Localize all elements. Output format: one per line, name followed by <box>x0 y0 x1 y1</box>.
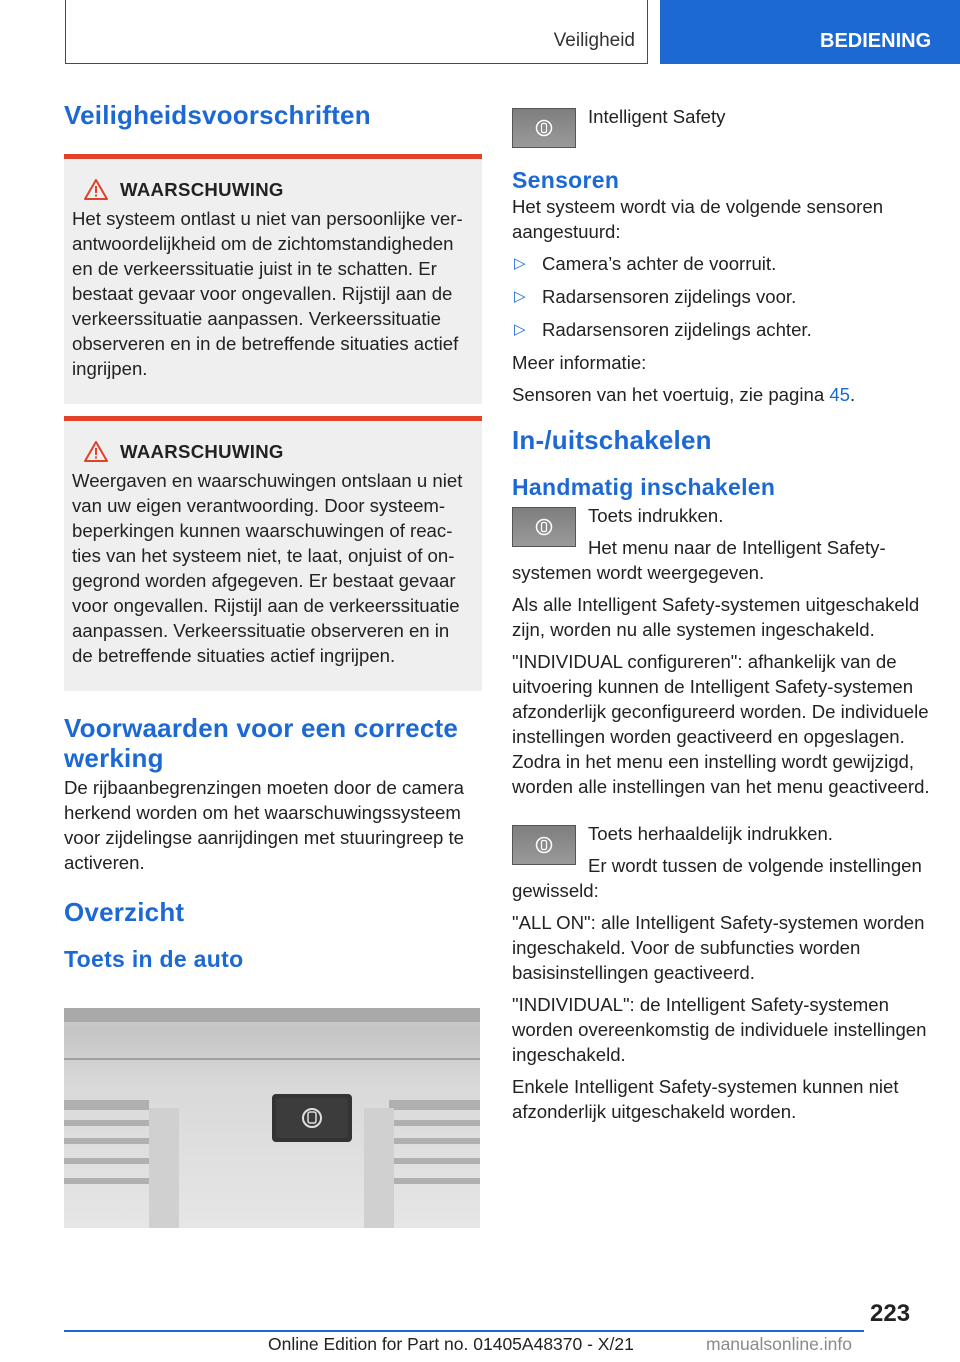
reference: Sensoren van het voertuig, zie pagina 45. <box>512 384 856 405</box>
page-number: 223 <box>870 1300 911 1327</box>
switch-text: Er wordt tussen de volgende instellingen gewisseld: <box>512 855 922 901</box>
footer-edition: Online Edition for Part no. 01405A48370 - X/21 <box>268 1334 634 1354</box>
menu-text: Het menu naar de Intelligent Safety-systemen wordt weergegeven. <box>512 537 886 583</box>
header-chapter: BEDIENING <box>660 0 960 64</box>
conditions-title: Voorwaarden voor een correcte werking <box>64 713 459 773</box>
warning-title: WAARSCHUWING <box>120 441 284 462</box>
page-link[interactable]: 45 <box>829 384 851 405</box>
intelligent-safety-key-icon <box>512 507 576 547</box>
paragraph: "ALL ON": alle Intelligent Safety-systemen worden ingeschakeld. Voor de subfuncties worden basisinstellingen geactiveerd. <box>512 912 925 983</box>
intelligent-safety-key-icon <box>512 825 576 865</box>
overview-title: Overzicht <box>64 897 185 927</box>
list-item: ▷ Camera’s achter de voorruit. <box>514 253 777 274</box>
paragraph: Als alle Intelligent Safety-systemen uitgeschakeld zijn, worden nu alle systemen ingeschakeld. <box>512 594 920 640</box>
warning-text: Weergaven en waarschuwingen ontslaan u niet van uw eigen verantwoording. Door systeembeperkingen kunnen waarschuwingen of reacties van het systeem niet, te laat, onjuist of ongegrond worden afgegeven. Er bestaat gevaar voor ongevallen. Rijstijl aan de verkeerssituatie aanpassen. Verkeerssituatie observeren en in de betreffende situaties actief ingrijpen. <box>72 470 463 666</box>
footer-divider <box>64 1330 864 1332</box>
header-section: Veiligheid <box>65 0 648 64</box>
list-item: ▷ Radarsensoren zijdelings achter. <box>514 319 812 340</box>
sensors-list <box>512 251 930 342</box>
press-key-text: Toets indrukken. <box>588 505 724 526</box>
left-column <box>64 100 482 973</box>
button-in-car-title: Toets in de auto <box>64 946 244 972</box>
list-item: ▷ Radarsensoren zijdelings voor. <box>514 286 797 307</box>
right-column <box>512 102 930 1131</box>
sensors-title: Sensoren <box>512 167 620 193</box>
warning-text: Het systeem ontlast u niet van persoonlijke verantwoordelijkheid om de zichtomstandigheden en de verkeerssituatie juist in te schatten. Er bestaat gevaar voor ongevallen. Rijstijl aan de verkeerssituatie aanpassen. Verkeerssituatie observeren en in de betreffende situaties actief ingrijpen. <box>72 208 463 379</box>
press-repeat-text: Toets herhaaldelijk indrukken. <box>588 823 833 844</box>
conditions-text: De rijbaanbegrenzingen moeten door de camera herkend worden om het waarschuwingssysteem voor zijdelingse aanrijdingen met stuuringreep te activeren. <box>64 777 465 873</box>
more-info: Meer informatie: <box>512 352 647 373</box>
warning-triangle-icon <box>84 179 108 200</box>
section-title: Veiligheidsvoorschriften <box>64 100 371 130</box>
sensors-text: Het systeem wordt via de volgende sensoren aangestuurd: <box>512 196 884 242</box>
key-label: Intelligent Safety <box>588 106 726 127</box>
warning-title: WAARSCHUWING <box>120 179 284 200</box>
onoff-title: In-/uitschakelen <box>512 425 712 455</box>
bullet-triangle-icon: ▷ <box>514 321 526 338</box>
bullet-triangle-icon: ▷ <box>514 288 526 305</box>
warning-box-2 <box>64 416 482 691</box>
dashboard-button-photo <box>64 1008 480 1228</box>
paragraph: Enkele Intelligent Safety-systemen kunnen niet afzonderlijk uitgeschakeld worden. <box>512 1076 899 1122</box>
paragraph: "INDIVIDUAL configureren": afhankelijk van de uitvoering kunnen de Intelligent Safety-systemen afzonderlijk geconfigureerd worden. De individuele instellingen worden geactiveerd en opgeslagen. Zodra in het menu een instelling wordt gewijzigd, worden alle instellingen van het menu geactiveerd. <box>512 651 930 797</box>
warning-triangle-icon <box>84 441 108 462</box>
paragraph: "INDIVIDUAL": de Intelligent Safety-systemen worden overeenkomstig de individuele instellingen ingeschakeld. <box>512 994 927 1065</box>
warning-box-1 <box>64 154 482 404</box>
footer-watermark: manualsonline.info <box>706 1334 852 1354</box>
manual-title: Handmatig inschakelen <box>512 474 776 500</box>
intelligent-safety-key-icon <box>512 108 576 148</box>
bullet-triangle-icon: ▷ <box>514 255 526 272</box>
